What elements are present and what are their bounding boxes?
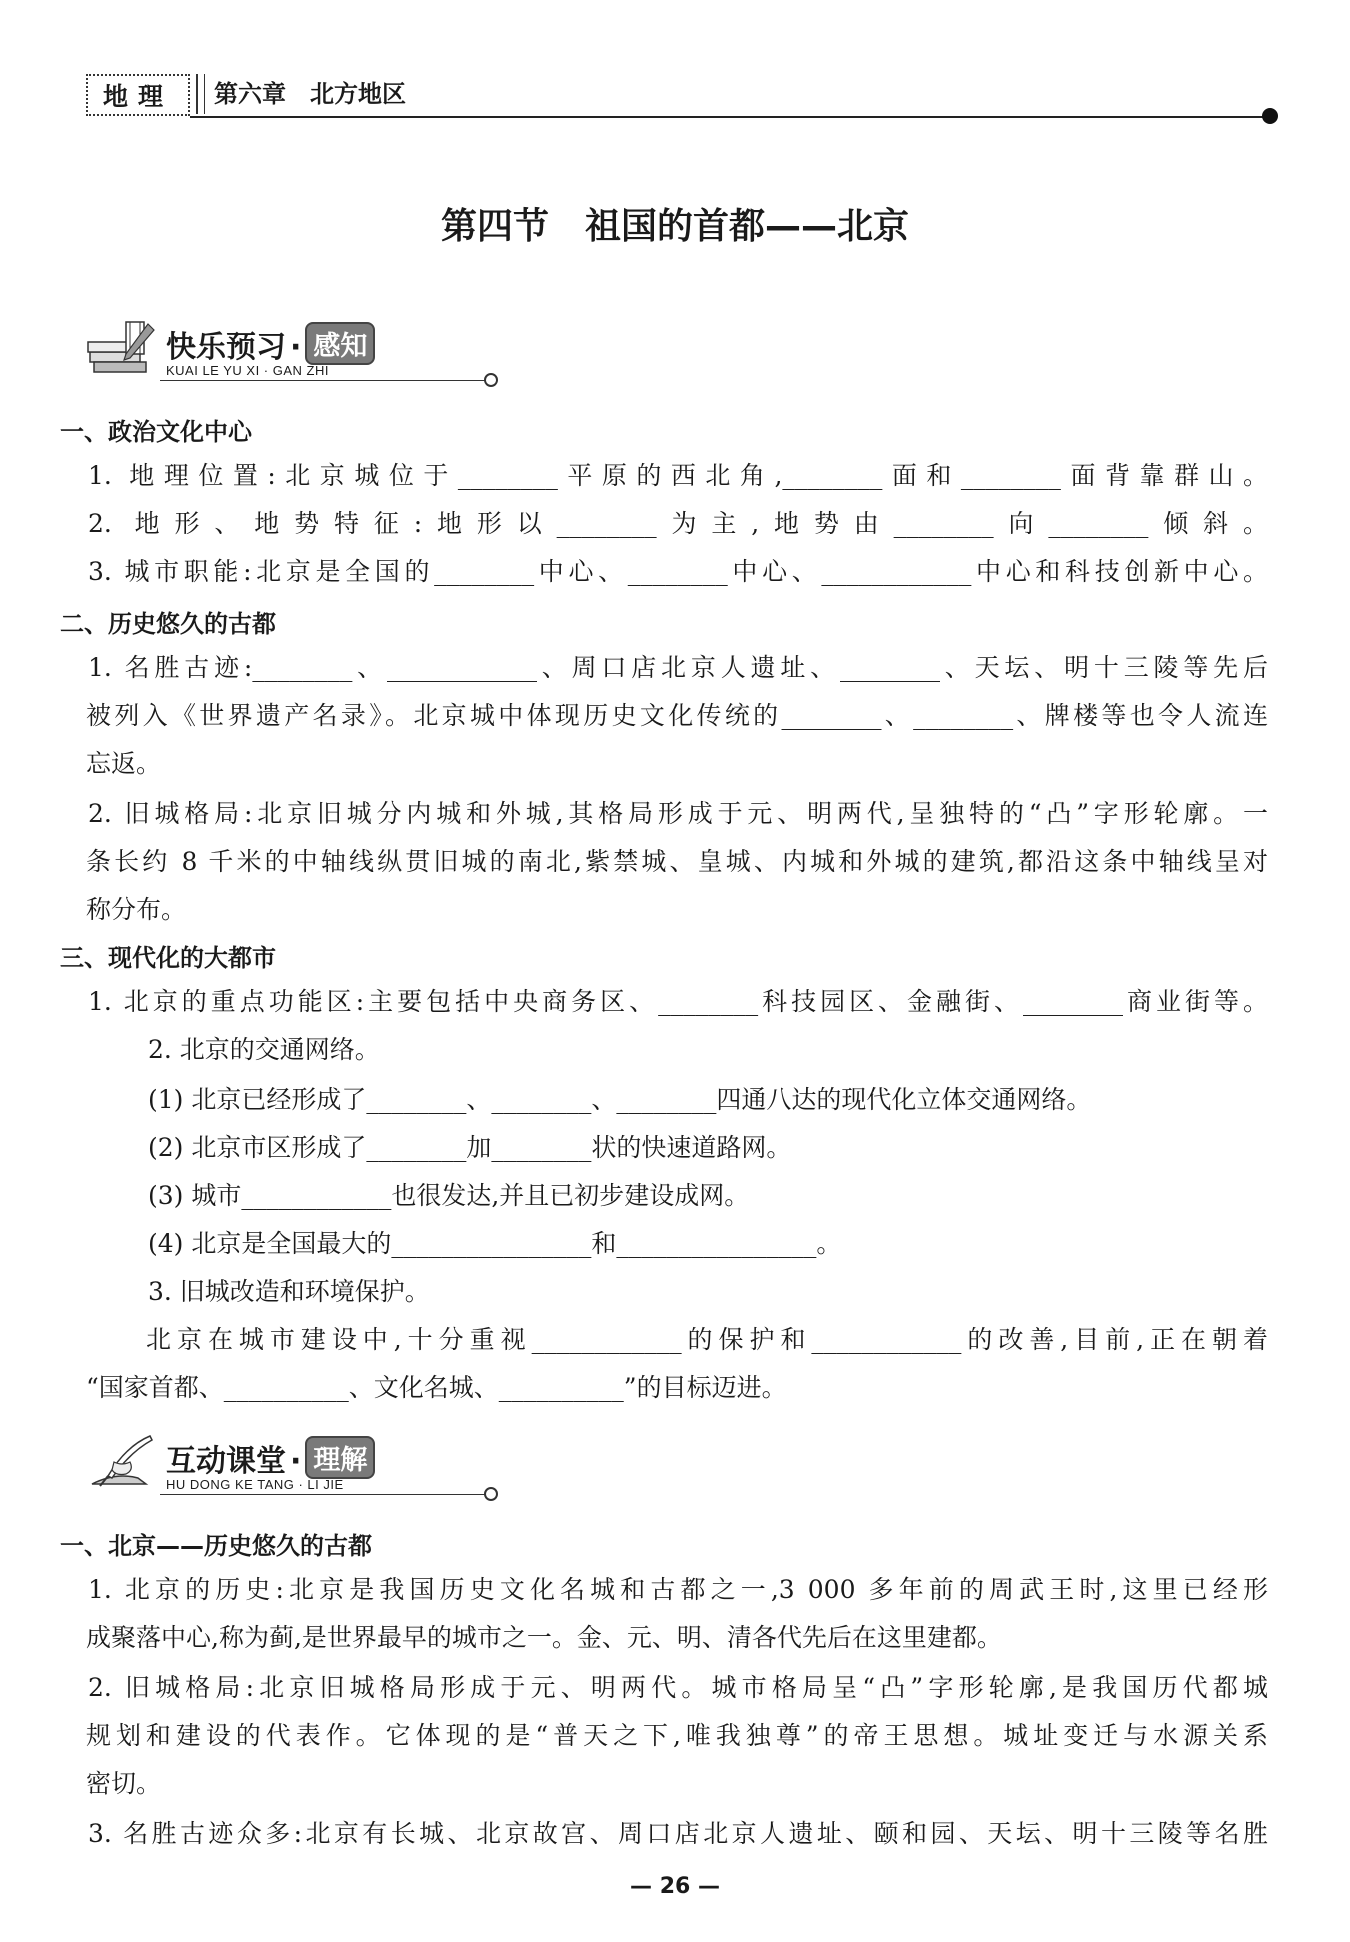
header-rule — [190, 116, 1270, 118]
classroom-banner-badge: 理解 — [305, 1436, 375, 1479]
paragraph-continued: 密切。 — [86, 1769, 162, 1798]
preview-banner-badge: 感知 — [305, 322, 375, 365]
paragraph: 北京在城市建设中,十分重视____________的保护和____________的改善,目前,正在朝着 — [146, 1325, 1268, 1354]
paragraph: 2. 地形、地势特征:地形以________为主,地势由________向________倾斜。 — [88, 509, 1268, 538]
paragraph: (1) 北京已经形成了________、________、________四通八达的现代化立体交通网络。 — [148, 1085, 1092, 1114]
paragraph-continued: 被列入《世界遗产名录》。北京城中体现历史文化传统的________、________、牌楼等也令人流连 — [86, 701, 1268, 730]
heading-political-cultural-center: 一、政治文化中心 — [60, 418, 252, 446]
paragraph: 3. 城市职能:北京是全国的________中心、________中心、____________中心和科技创新中心。 — [88, 557, 1268, 586]
quill-hand-icon — [86, 1432, 158, 1492]
paragraph-continued: 称分布。 — [86, 895, 187, 924]
paragraph-continued: 忘返。 — [86, 749, 162, 778]
preview-banner-title: 快乐预习 · 感知 — [166, 322, 375, 366]
paragraph: 1. 北京的历史:北京是我国历史文化名城和古都之一,3 000 多年前的周武王时,这里已经形 — [88, 1575, 1268, 1604]
paragraph-continued: 条长约 8 千米的中轴线纵贯旧城的南北,紫禁城、皇城、内城和外城的建筑,都沿这条中轴线呈对 — [86, 847, 1268, 876]
header-rule-dot — [1262, 108, 1278, 124]
preview-banner-subtitle: KUAI LE YU XI · GAN ZHI — [166, 363, 329, 378]
heading-ancient-capital: 二、历史悠久的古都 — [60, 610, 276, 638]
books-pencil-icon — [86, 318, 158, 378]
paragraph: 2. 北京的交通网络。 — [148, 1035, 380, 1064]
banner-rule — [160, 380, 490, 381]
banner-rule-circle — [484, 373, 498, 387]
paragraph: 2. 旧城格局:北京旧城分内城和外城,其格局形成于元、明两代,呈独特的“凸”字形轮廓。一 — [88, 799, 1268, 828]
paragraph-continued: 成聚落中心,称为蓟,是世界最早的城市之一。金、元、明、清各代先后在这里建都。 — [86, 1623, 1002, 1652]
chapter-label: 第六章 北方地区 — [214, 79, 406, 108]
paragraph: 1. 地理位置:北京城位于________平原的西北角,________面和________面背靠群山。 — [88, 461, 1268, 490]
paragraph: (2) 北京市区形成了________加________状的快速道路网。 — [148, 1133, 792, 1162]
paragraph-continued: 规划和建设的代表作。它体现的是“普天之下,唯我独尊”的帝王思想。城址变迁与水源关系 — [86, 1721, 1268, 1750]
header-separator — [196, 74, 205, 114]
classroom-banner-subtitle: HU DONG KE TANG · LI JIE — [166, 1477, 344, 1492]
paragraph: 3. 旧城改造和环境保护。 — [148, 1277, 430, 1306]
classroom-banner — [86, 1432, 416, 1498]
classroom-banner-title: 互动课堂 · 理解 — [166, 1436, 375, 1480]
page-number: — 26 — — [630, 1874, 720, 1899]
paragraph: (3) 城市____________也很发达,并且已初步建设成网。 — [148, 1181, 750, 1210]
section-title: 第四节 祖国的首都——北京 — [440, 206, 909, 247]
banner-rule — [160, 1494, 490, 1495]
heading-modern-metropolis: 三、现代化的大都市 — [60, 944, 276, 972]
running-header — [86, 68, 1276, 118]
paragraph: 2. 旧城格局:北京旧城格局形成于元、明两代。城市格局呈“凸”字形轮廓,是我国历代都城 — [88, 1673, 1268, 1702]
heading-beijing-ancient-capital: 一、北京——历史悠久的古都 — [60, 1532, 372, 1560]
preview-banner — [86, 318, 416, 384]
paragraph: 1. 北京的重点功能区:主要包括中央商务区、________科技园区、金融街、________商业街等。 — [88, 987, 1268, 1016]
subject-label: 地理 — [86, 74, 190, 116]
paragraph-continued: “国家首都、__________、文化名城、__________”的目标迈进。 — [86, 1373, 787, 1402]
banner-rule-circle — [484, 1487, 498, 1501]
paragraph: 1. 名胜古迹:________、____________、周口店北京人遗址、________、天坛、明十三陵等先后 — [88, 653, 1268, 682]
paragraph: (4) 北京是全国最大的________________和________________。 — [148, 1229, 842, 1258]
paragraph: 3. 名胜古迹众多:北京有长城、北京故宫、周口店北京人遗址、颐和园、天坛、明十三陵等名胜 — [88, 1819, 1268, 1848]
